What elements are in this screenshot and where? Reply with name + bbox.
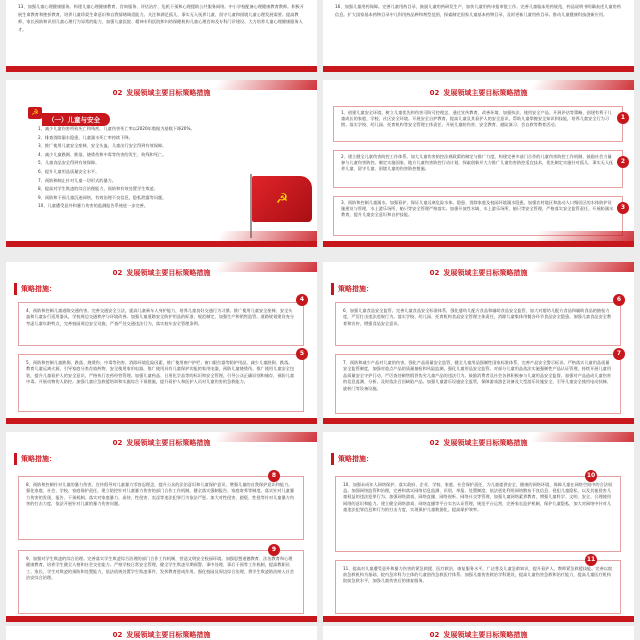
number-badge: 5	[296, 348, 308, 360]
slide-5	[6, 262, 317, 424]
measure-box-7: 7、预防和减少产品对儿童的伤害。强化产品质量安全监管，健全儿童用品强制性国家标准体系，完善产品安全警示标识。严格落实儿童用品质量安全监管制度，加强对重点产品的质量抽检和风险监测，强化儿童用品安全监管。对部分儿童用品依法实施强制性产品认证管理，持续开展儿童用品质量安全守护行动，严厉查处制售假冒伪劣儿童产品的违法行为。鼓励消费者及社会各界积极参与儿童用品安全监督。加强对产品造成儿童伤害的信息监测、分析，及时依法召回缺陷产品。加强儿童游乐设施安全监管，保障游戏游艺设备及大型游乐设施安全，引导儿童安全使用电动扶梯、旋转门等设备设施。	[335, 354, 621, 414]
number-badge: 3	[617, 202, 629, 214]
slide-1-text: 13、加强儿童心理健康服务。构建儿童心理健康教育、咨询服务、评估治疗、危机干预和心理援助公共服务网络。中小学校配备心理健康教育教师。积极开展生命教育和挫折教育，培养儿童珍爱生命意识和自我情绪调适能力。关注和满足孤儿、事实无人抚养儿童、留守儿童和困境儿童心理发展需要。提高教师、家长预防和识别儿童心理行为异常的能力，加强儿童医院、精神专科医院和妇幼保健机构儿童心理咨询及专科门诊建设。大力培养儿童心理健康服务人才。	[18, 4, 304, 32]
slide-6-header	[323, 270, 634, 277]
measure-box-2: 2、建立健全儿童伤害防控工作体系。加大儿童伤害防控法规政策的制定与推广力度，构建完善多部门合作的儿童伤害防控工作机制，鼓励社会力量参与儿童伤害防控。制定实施国家、地方儿童伤害防控行动计划，探索创新并大力推广儿童伤害防控适宜技术，优先制定实施针对孤儿、事实无人抚养儿童、留守儿童、困境儿童的伤害防控措施。	[333, 150, 623, 188]
slide-6-bottom-bar	[323, 418, 634, 424]
heading-accent	[331, 453, 334, 465]
list-item: 5、儿童食品安全得到有效保障。	[38, 160, 100, 166]
number-badge: 6	[613, 294, 625, 306]
slide-5-header	[6, 270, 317, 277]
slide-8	[323, 432, 634, 622]
list-item: 10、儿童遭受意外和暴力伤害的监测报告系统进一步完善。	[38, 203, 149, 209]
number-badge: 2	[617, 156, 629, 168]
list-item: 2、排查消除溺水隐患，儿童溺水死亡率持续下降。	[38, 134, 133, 140]
slide-2-bottom-bar	[323, 66, 634, 72]
slide-8-title: 发展领域主要目标策略措施	[443, 439, 528, 447]
slide-9-title: 发展领域主要目标策略措施	[126, 631, 211, 639]
measures-heading: 策略措施：	[338, 285, 373, 293]
slide-3-top-swoosh	[213, 80, 317, 90]
number-badge: 1	[617, 112, 629, 124]
slide-9-title-num: 02	[112, 631, 123, 639]
measure-box-1: 1、创建儿童安全环境。树立儿童优先和伤害可防可控理念，通过宣传教育、改善环境、加强执法、使用安全产品、开展评估等策略，创建有利于儿童成长的家庭、学校、社区安全环境。开展安全自护教育，提高儿童及其看护人的安全意识，帮助儿童掌握安全知识和技能，培养儿童安全行为习惯。落实学校、幼儿园、托育机构等安全管理主体责任，开展儿童防伤害、安全教育、避险演习、会自救等教育活动。	[333, 106, 623, 142]
target-list	[38, 125, 253, 211]
measure-box-8: 8、预防和控制针对儿童的暴力伤害。宣传倡导对儿童暴力零容忍理念，提升公众的法治意识和儿童保护意识，增强儿童的自我保护意识和能力。强化家庭、社会、学校、家庭保护责任，建立防控针对儿童暴力伤害的部门合作工作机制，健全落实强制报告、家庭寄养等制度。落实针对儿童暴力伤害的发现、报告、干预机制。落实对家庭暴力、虐待、性侵害、卖淫等违法犯罪行为依法严惩。加大对性侵害、猥亵、性侵等针对儿童暴力伤害的打击力度，依法开展针对儿童的暴力伤害问题。	[18, 476, 304, 540]
slide-7	[6, 432, 317, 622]
measures-heading: 策略措施：	[21, 455, 56, 463]
slide-9-header	[6, 632, 317, 639]
slide-10-title: 发展领域主要目标策略措施	[443, 631, 528, 639]
heading-accent	[14, 453, 17, 465]
measure-box-11: 11、提高对儿童遭受意外和暴力伤害的紧急救援、医疗救治、康复服务水平。广泛普及儿童急救知识，提升看护人、教师紧急救援技能。完善以院前急救机构为基础、院内急诊科为主体的儿童创伤急救医疗体系。加强儿童伤害救治学科建设，提高儿童伤害急救和治疗能力，提高儿童医疗机构院前急救水平，加强儿童伤害后的康复服务。	[335, 560, 621, 614]
slide-7-header	[6, 440, 317, 447]
slide-8-title-num: 02	[429, 439, 440, 447]
slide-10	[323, 626, 634, 640]
slide-3-bottom-swoosh	[213, 231, 317, 245]
slide-7-bottom-bar	[6, 616, 317, 622]
slide-4-header	[323, 90, 634, 97]
number-badge: 11	[585, 554, 597, 566]
measures-heading: 策略措施：	[21, 285, 56, 293]
slide-10-header	[323, 632, 634, 639]
slide-5-title: 发展领域主要目标策略措施	[126, 269, 211, 277]
number-badge: 10	[585, 470, 597, 482]
list-item: 7、预防和制止针对儿童一切形式的暴力。	[38, 177, 117, 183]
slide-4-bottom-swoosh	[530, 231, 634, 245]
number-badge: 8	[268, 470, 280, 482]
number-badge: 9	[268, 544, 280, 556]
list-item: 8、提高对学生欺凌的综合治理能力，预防和有效处置学生欺凌。	[38, 186, 158, 192]
slide-3	[6, 80, 317, 247]
slide-6-title-num: 02	[429, 269, 440, 277]
section-title: （一）儿童与安全	[42, 113, 110, 126]
slide-2	[323, 0, 634, 72]
number-badge: 7	[613, 348, 625, 360]
slide-4-title: 发展领域主要目标策略措施	[443, 89, 528, 97]
slide-4	[323, 80, 634, 247]
section-label	[42, 107, 110, 126]
slide-8-header	[323, 440, 634, 447]
party-flag-icon: ☭	[28, 107, 42, 119]
slide-3-header	[6, 90, 317, 97]
list-item: 9、预防和干预儿童沉迷网络，有效治理不良信息、隐私泄露等问题。	[38, 194, 167, 200]
measure-box-9: 9、加强对学生欺凌的综合治理。完善落实学生欺凌综合治理的部门合作工作机制，营造文明安全校园环境。加强思想道德教育、法治教育和心理健康教育，培养学生健全人格和社会交往能力。严格学校日常安全管理，健全学生欺凌早期预警、事中处理、事后干预等工作机制，提高教职员工、家长、学生对欺凌的预防和处置能力，依法依规处置学生欺凌事件，发挥教育惩戒作用。强化校园及周边综合治理，将学生欺凌防治纳入社会治安综合治理。	[18, 550, 304, 614]
slide-7-title: 发展领域主要目标策略措施	[126, 439, 211, 447]
list-item: 4、减少儿童跌倒、跌落、烧烫伤和中毒等伤害的发生、致残和死亡。	[38, 151, 167, 157]
slide-4-top-swoosh	[530, 80, 634, 90]
number-badge: 4	[296, 294, 308, 306]
measure-box-4: 4、预防和控制儿童道路交通伤害。完善交通安全立法，提高儿童乘车人身护能力，培养儿童良好交通行为习惯。推广使用儿童安全座椅、安全头盔和儿童步行适用器具，学校周边交通秩序与环境改善。加强儿童道路安全防护用品的标准、规范制定，加强生产和销售监管。道路规划建设充分考虑儿童年龄特点，完善校园周边安全设施，严查严处交通违法行为，落实校车安全管理条例。	[18, 302, 304, 346]
slide-2-text: 16、加强儿童用药保障。完善儿童用药目录，鼓励儿童用药研发生产，加快儿童用药申报审批工作。完善儿童临床用药规范，药品说明书明确表述儿童用药信息。扩大国家基本药物目录中儿科用药品种和剂型范围，探索制定国家儿童基本药物目录，及时更新儿童用药目录。推动儿童健康科技创新应用。	[335, 4, 621, 17]
slide-8-bottom-bar	[323, 616, 634, 622]
slide-7-title-num: 02	[112, 439, 123, 447]
measure-box-5: 5、预防和控制儿童跌倒、跌落、烧烫伤、中毒等伤害。消除环境危险因素，推广使用窗户护栏、窗口限位器等防护用品，减少儿童跌倒、跌落。教育儿童远离火源，引导家庭分类存放药物、安全使用家用电器，推广使用具有儿童保护功能的家用电器，预防儿童烧烫伤。推广使用儿童安全包装，提升儿童看护人的安全意识，严格执行农药经营管理。加强儿童药品、日用化学品等的标识和安全管理，引导公众正确识别和储存，预防儿童中毒。开展动物伤人防控。加强儿童应急救援培训和实施综合干预措施，提升看护人和医护人员对儿童伤害的急救能力。	[18, 354, 304, 412]
list-item: 6、提升儿童用品质量安全水平。	[38, 168, 100, 174]
slide-1-bottom-bar	[6, 66, 317, 72]
slide-10-title-num: 02	[429, 631, 440, 639]
slide-1	[6, 0, 317, 72]
list-item: 1、减少儿童伤害所致死亡和残疾。儿童伤害死亡率以2020年数据为基数下降20%。	[38, 126, 195, 131]
measure-box-3: 3、预防和控制儿童溺水。加强看护，保证儿童远离危险水体。隐患、消除家庭及校园环境溺水隐患，加强农村地区和流动人口聚居区的水体防护设施建设与管理，水上游乐场所、船只等安全管理严格落实。加强开放性水域、水上游乐场所、船只等安全管理，严格落实安全监管责任。开展防溺水教育，提升儿童安全意识和自护技能。	[333, 196, 623, 236]
slide-3-title-num: 02	[112, 89, 123, 97]
slide-6-title: 发展领域主要目标策略措施	[443, 269, 528, 277]
list-item: 3、推广使用儿童安全座椅、安全头盔，儿童出行安全得到有效保障。	[38, 143, 167, 149]
slide-5-bottom-bar	[6, 418, 317, 424]
heading-accent	[14, 283, 17, 295]
slide-6	[323, 262, 634, 424]
measure-box-10: 10、加强未成年人网络保护。落实政府、企业、学校、家庭、社会保护责任，为儿童提供安全、健康的网络环境，保障儿童在网络空间中的合法权益。加强网络监管和治理，完善和落实网络信息监测、识别、举报、处置制度，依法惩处利用网络散布不良信息、侵犯儿童隐私、以及其他侵害儿童权益的违法犯罪行为。加强网络游戏、网络直播、网络视听、网络社交等管理，加强儿童网络素养教育，增强儿童科学、文明、安全、合理使用网络的意识和能力。建立健全网络游戏、网络直播等平台实名认证管理，规范平台运营，完善家长监护机制，保护儿童隐私，加大对网络中针对儿童违法犯罪信息和行为的打击力度，实现保护儿童数据化，提高保护效率。	[335, 476, 621, 552]
heading-accent	[331, 283, 334, 295]
measures-heading: 策略措施：	[338, 455, 373, 463]
red-flag-icon: ☭	[252, 176, 312, 222]
slide-9	[6, 626, 317, 640]
slide-5-title-num: 02	[112, 269, 123, 277]
slide-4-title-num: 02	[429, 89, 440, 97]
slide-3-title: 发展领域主要目标策略措施	[126, 89, 211, 97]
measure-box-6: 6、加强儿童食品安全监管。完善儿童食品安全标准体系，强化婴幼儿配方食品和辅助食品安全监管，加大对婴幼儿配方食品和辅助食品的抽检力度，严厉打击违法违规行为。落实学校、幼儿园、托育机构食品安全管理主体责任，消除儿童集体用餐各环节食品安全隐患。加强儿童食品安全教育和宣传，增强食品安全意识。	[335, 302, 621, 346]
